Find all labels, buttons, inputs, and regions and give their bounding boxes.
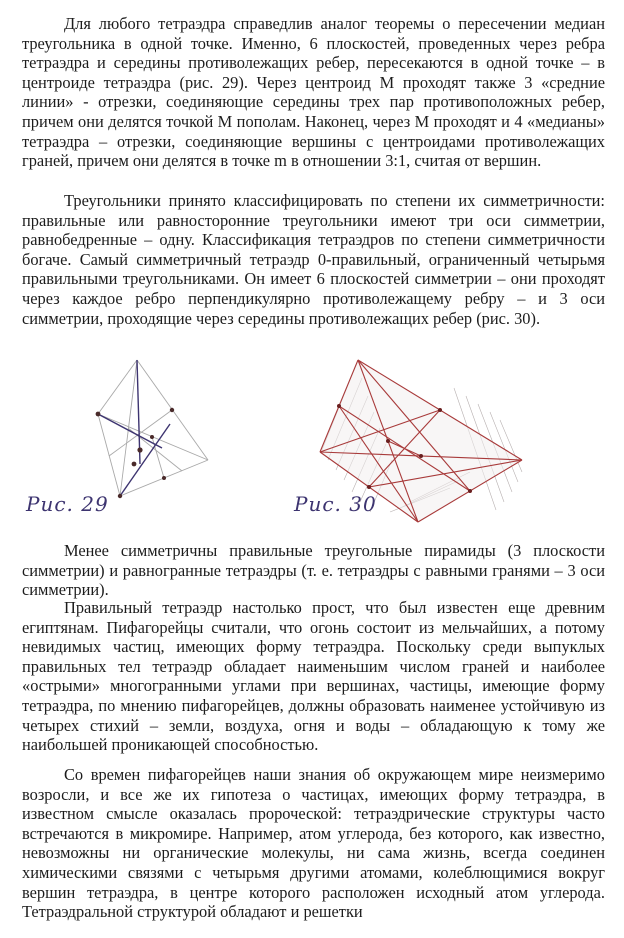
paragraph-symmetry: Треугольники принято классифицировать по степени их симметричности: правильные или равносторонние треугольники имеют три оси симметрии, равнобедренные – одну. Классификация тетраэдров по степени симметричности богаче. Самый симметричный тетраэдр 0-правильный, ограниченный четырьмя правильными треугольниками. Он имеет 6 плоскостей симметрии – они проходят через каждое ребро перпендикулярно противолежащему ребру – и 3 оси симметрии, проходящие через середины противолежащих ребер (рис. 30). [22, 191, 605, 328]
figure-30 [290, 352, 590, 534]
paragraph-less-symmetric: Менее симметричны правильные треугольные пирамиды (3 плоскости симметрии) и равногранные тетраэдры (т. е. тетраэдры с равными гранями – 3 оси симметрии). [22, 541, 605, 600]
figure-29-caption: Рис. 29 [26, 492, 109, 516]
figure-30-caption: Рис. 30 [294, 492, 377, 516]
paragraph-microworld: Со времен пифагорейцев наши знания об окружающем мире неизмеримо возросли, и все же их гипотеза о частицах, имеющих форму тетраэдра, в известном смысле оказалась пророческой: тетраэдрические структуры часто встречаются в микромире. Например, атом углерода, без которого, как известно, невозможны ни органические молекулы, ни сама жизнь, всегда соединен химическими связями с четырьмя другими атомами, колеблющимися вокруг вершин тетраэдра, в центре которого расположен исходный атом углерода. Тетраэдральной структурой обладают и решетки [22, 765, 605, 922]
paragraph-egyptians: Правильный тетраэдр настолько прост, что был известен еще древним египтянам. Пифагорейцы считали, что огонь состоит из мельчайших, а потому невидимых частиц, имеющих форму тетраэдра. Поскольку среди выпуклых правильных тел тетраэдр обладает наименьшим числом граней и наиболее «острыми» многогранными углами при вершинах, частицы, имеющие форму тетраэдра, по мнению пифагорейцев, должны образовать наименее устойчивую из четырех стихий – земли, воздуха, огня и воды – обладающую к тому же наибольшей проникающей способностью. [22, 598, 605, 755]
figure-29 [22, 352, 282, 534]
paragraph-centroid: Для любого тетраэдра справедлив аналог теоремы о пересечении медиан треугольника в одной точке. Именно, 6 плоскостей, проведенных через ребра тетраэдра и середины противолежащих ребер, пересекаются в одной точке – в центроиде тетраэдра (рис. 29). Через центроид М проходят также 3 «средние линии» - отрезки, соединяющие середины трех пар противоположных ребер, причем они делятся точкой М пополам. Наконец, через М проходят и 4 «медианы» тетраэдра – отрезки, соединяющие вершины с центроидами противолежащих граней, причем они делятся в точке m в отношении 3:1, считая от вершин. [22, 14, 605, 171]
